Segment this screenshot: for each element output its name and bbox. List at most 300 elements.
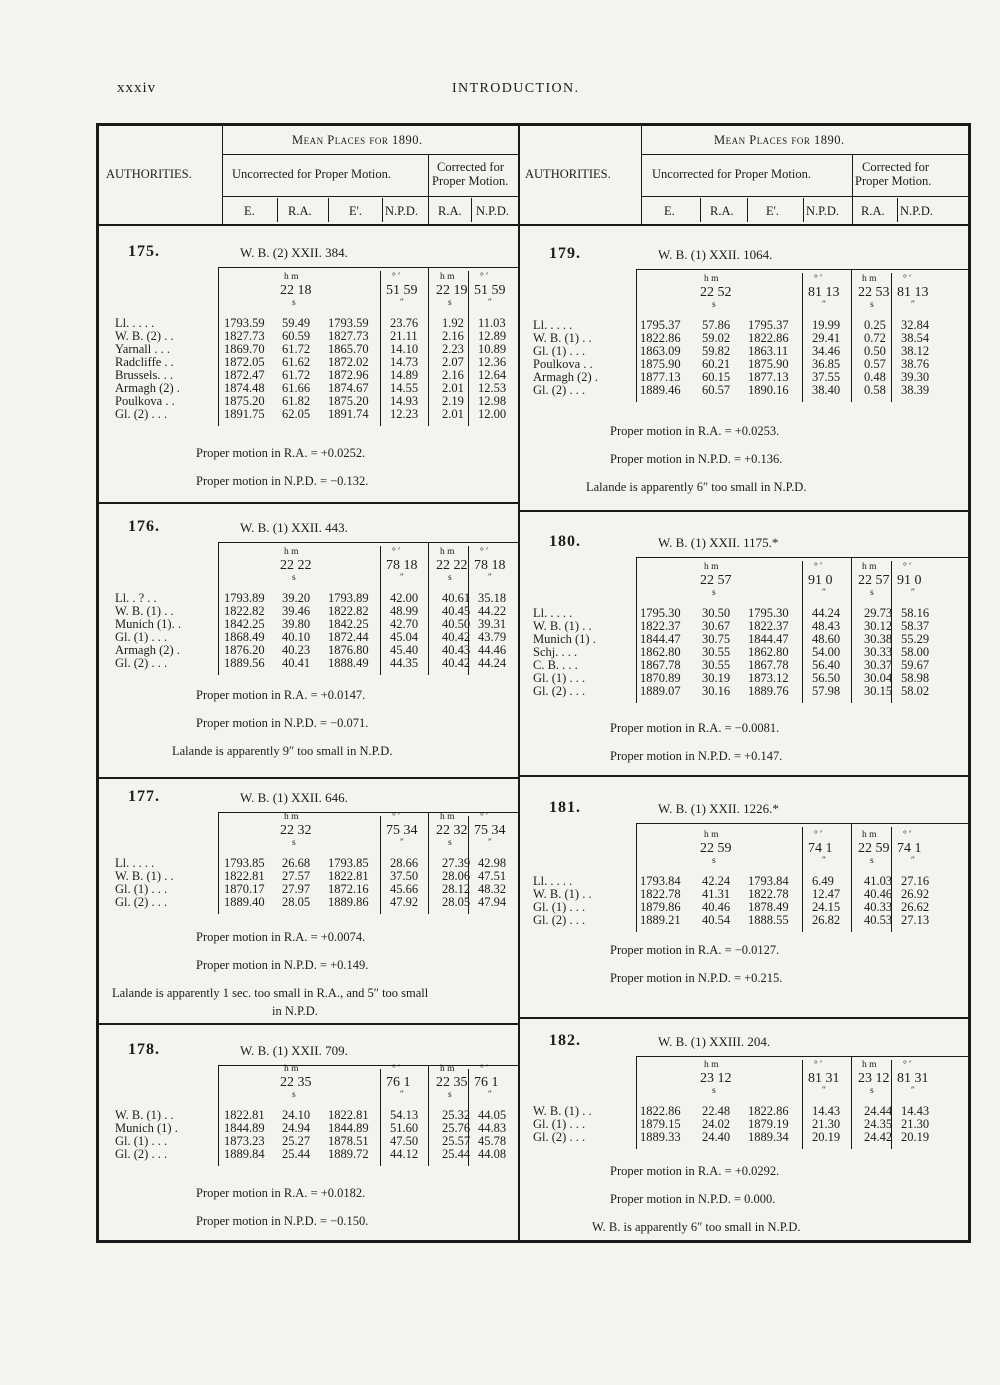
epoch-cell: 1822.86 [640, 331, 681, 345]
npd-cell: 34.46 [812, 344, 841, 358]
proper-motion-note: Proper motion in R.A. = +0.0252. [196, 446, 366, 460]
epoch-cell: 1793.85 [224, 856, 265, 870]
unit-sec: ″ [911, 300, 915, 310]
unit-s: s [292, 573, 296, 583]
npd2-cell: 20.19 [901, 1130, 930, 1144]
data-vrule [891, 273, 892, 402]
ra2-cell: 24.44 [864, 1104, 893, 1118]
npd-cell: 28.66 [390, 856, 419, 870]
col-ra2: R.A. [438, 204, 462, 218]
unit-s: s [712, 1086, 716, 1096]
npd2-cell: 44.24 [478, 656, 507, 670]
unit-dm: ° ′ [814, 274, 823, 284]
data-vrule [636, 557, 637, 703]
authority-cell: W. B. (2) . . [115, 329, 174, 343]
data-vrule [218, 1065, 219, 1166]
epoch2-cell: 1877.13 [748, 370, 789, 384]
npd2-cell: 35.18 [478, 591, 507, 605]
ra2-cell: 24.42 [864, 1130, 893, 1144]
proper-motion-note: Proper motion in N.P.D. = +0.215. [610, 971, 783, 985]
ra2-cell: 40.50 [442, 617, 471, 631]
data-vrule [636, 823, 637, 932]
ra-hm: 22 59 [700, 841, 732, 856]
unit-hm: h m [862, 274, 877, 284]
epoch-cell: 1795.30 [640, 606, 681, 620]
authority-cell: Ll. . . . . [533, 874, 573, 888]
uncorrected-header: Uncorrected for Proper Motion. [652, 167, 811, 181]
col-npd: N.P.D. [385, 204, 418, 218]
authority-cell: Ll. . . . . [533, 606, 573, 620]
block-title: W. B. (1) XXII. 646. [240, 790, 348, 805]
header-vrule [803, 198, 804, 222]
npd-cell: 57.98 [812, 684, 841, 698]
ra2-cell: 41.03 [864, 874, 893, 888]
unit-sec: ″ [822, 856, 826, 866]
epoch2-cell: 1827.73 [328, 329, 369, 343]
epoch-cell: 1879.86 [640, 900, 681, 914]
epoch-cell: 1889.21 [640, 913, 681, 927]
block-number: 180. [549, 533, 581, 550]
data-vrule [636, 1056, 637, 1149]
npd-cell: 21.30 [812, 1117, 841, 1131]
npd2-cell: 44.08 [478, 1147, 507, 1161]
epoch2-cell: 1874.67 [328, 381, 369, 395]
ra-cell: 42.24 [702, 874, 731, 888]
col-e2: E'. [766, 204, 780, 218]
npd2-cell: 39.30 [901, 370, 930, 384]
ra2-cell: 29.73 [864, 606, 893, 620]
data-vrule [802, 1060, 803, 1149]
ra-cell: 40.46 [702, 900, 731, 914]
data-vrule [428, 542, 429, 675]
authority-cell: W. B. (1) . . [533, 1104, 592, 1118]
block-title: W. B. (1) XXII. 709. [240, 1043, 348, 1058]
unit-hm: h m [704, 274, 719, 284]
header-vrule [277, 198, 278, 222]
npd-dm: 74 1 [808, 841, 833, 856]
corrected-header-l2: Proper Motion. [432, 174, 509, 188]
epoch-cell: 1870.89 [640, 671, 681, 685]
npd2-cell: 58.02 [901, 684, 930, 698]
unit-hm: h m [440, 812, 455, 822]
ra-cell: 60.57 [702, 383, 731, 397]
ra2-cell: 2.01 [442, 407, 464, 421]
unit-sec: ″ [822, 588, 826, 598]
epoch2-cell: 1822.81 [328, 869, 369, 883]
npd-dm: 75 34 [386, 823, 418, 838]
authority-cell: Munich (1) . [533, 632, 596, 646]
proper-motion-note: Proper motion in R.A. = −0.0081. [610, 721, 780, 735]
proper-motion-note: Proper motion in R.A. = +0.0292. [610, 1164, 780, 1178]
ra2-cell: 28.12 [442, 882, 471, 896]
npd-cell: 56.40 [812, 658, 841, 672]
block-title: W. B. (1) XXII. 1226.* [658, 801, 779, 816]
npd-cell: 14.43 [812, 1104, 841, 1118]
header-rule [641, 154, 968, 155]
npd-cell: 44.12 [390, 1147, 419, 1161]
data-vrule [428, 1065, 429, 1166]
unit-hm: h m [440, 272, 455, 282]
epoch-cell: 1844.47 [640, 632, 681, 646]
unit-hm: h m [862, 830, 877, 840]
ra-cell: 60.21 [702, 357, 731, 371]
ra2-cell: 1.92 [442, 316, 464, 330]
epoch2-cell: 1822.86 [748, 331, 789, 345]
block-number: 179. [549, 245, 581, 262]
block-rule [218, 267, 518, 268]
unit-s: s [448, 838, 452, 848]
ra-cell: 40.10 [282, 630, 311, 644]
header-vrule [747, 198, 748, 222]
ra2-cell: 30.15 [864, 684, 893, 698]
epoch2-cell: 1865.70 [328, 342, 369, 356]
npd2-cell: 38.76 [901, 357, 930, 371]
unit-hm: h m [704, 830, 719, 840]
epoch-cell: 1876.20 [224, 643, 265, 657]
unit-sec: ″ [822, 300, 826, 310]
npd2-cell: 27.16 [901, 874, 930, 888]
header-rule [222, 154, 518, 155]
npd-cell: 14.89 [390, 368, 419, 382]
unit-s: s [712, 588, 716, 598]
npd-cell: 24.15 [812, 900, 841, 914]
npd2-dm: 78 18 [474, 558, 506, 573]
unit-hm: h m [440, 547, 455, 557]
data-vrule [802, 827, 803, 932]
unit-s: s [870, 856, 874, 866]
ra-cell: 61.72 [282, 342, 311, 356]
unit-s: s [292, 1090, 296, 1100]
ra-cell: 27.57 [282, 869, 311, 883]
npd2-cell: 44.46 [478, 643, 507, 657]
unit-sec: ″ [822, 1086, 826, 1096]
ra2-cell: 40.33 [864, 900, 893, 914]
proper-motion-note: Proper motion in R.A. = −0.0127. [610, 943, 780, 957]
epoch-cell: 1891.75 [224, 407, 265, 421]
npd2-cell: 12.00 [478, 407, 507, 421]
unit-hm: h m [284, 272, 299, 282]
header-vrule [328, 198, 329, 222]
col-ra2: R.A. [861, 204, 885, 218]
epoch-cell: 1889.40 [224, 895, 265, 909]
unit-dm: ° ′ [903, 562, 912, 572]
epoch-cell: 1867.78 [640, 658, 681, 672]
ra-cell: 40.41 [282, 656, 311, 670]
npd-cell: 23.76 [390, 316, 419, 330]
authority-cell: Poulkova . . [115, 394, 175, 408]
npd-cell: 47.50 [390, 1134, 419, 1148]
npd2-cell: 12.64 [478, 368, 507, 382]
npd-dm: 91 0 [808, 573, 833, 588]
unit-sec: ″ [488, 1090, 492, 1100]
unit-hm: h m [284, 547, 299, 557]
unit-sec: ″ [488, 838, 492, 848]
epoch2-cell: 1822.82 [328, 604, 369, 618]
npd2-cell: 59.67 [901, 658, 930, 672]
ra2-cell: 30.12 [864, 619, 893, 633]
epoch2-cell: 1875.20 [328, 394, 369, 408]
epoch2-cell: 1872.16 [328, 882, 369, 896]
epoch-cell: 1869.70 [224, 342, 265, 356]
authority-cell: W. B. (1) . . [115, 1108, 174, 1122]
unit-hm: h m [704, 562, 719, 572]
block-number: 177. [128, 788, 160, 805]
unit-sec: ″ [400, 573, 404, 583]
proper-motion-note: Lalande is apparently 6″ too small in N.P.D. [586, 480, 807, 494]
npd-cell: 42.70 [390, 617, 419, 631]
epoch-cell: 1868.49 [224, 630, 265, 644]
proper-motion-note: Proper motion in R.A. = +0.0147. [196, 688, 366, 702]
epoch-cell: 1822.86 [640, 1104, 681, 1118]
epoch-cell: 1863.09 [640, 344, 681, 358]
ra2-hm: 22 59 [858, 841, 890, 856]
data-vrule [468, 271, 469, 426]
ra-cell: 61.72 [282, 368, 311, 382]
npd2-dm: 51 59 [474, 283, 506, 298]
ra2-cell: 40.45 [442, 604, 471, 618]
epoch2-cell: 1872.96 [328, 368, 369, 382]
proper-motion-note: Proper motion in N.P.D. = −0.071. [196, 716, 369, 730]
epoch2-cell: 1879.19 [748, 1117, 789, 1131]
unit-sec: ″ [400, 1090, 404, 1100]
authority-cell: Munich (1) . [115, 1121, 178, 1135]
epoch-cell: 1875.20 [224, 394, 265, 408]
ra2-cell: 40.46 [864, 887, 893, 901]
ra-cell: 39.46 [282, 604, 311, 618]
data-vrule [380, 1069, 381, 1166]
unit-s: s [292, 298, 296, 308]
ra2-cell: 25.32 [442, 1108, 471, 1122]
npd-cell: 19.99 [812, 318, 841, 332]
epoch2-cell: 1863.11 [748, 344, 789, 358]
header-vrule [382, 198, 383, 222]
ra2-hm: 22 53 [858, 285, 890, 300]
ra-cell: 27.97 [282, 882, 311, 896]
npd2-dm: 75 34 [474, 823, 506, 838]
npd2-cell: 44.22 [478, 604, 507, 618]
epoch-cell: 1879.15 [640, 1117, 681, 1131]
ra2-cell: 25.44 [442, 1147, 471, 1161]
authority-cell: Gl. (1) . . . [533, 344, 586, 358]
block-rule [218, 812, 518, 813]
section-divider [520, 510, 969, 512]
ra-hm: 22 52 [700, 285, 732, 300]
ra-cell: 30.19 [702, 671, 731, 685]
authority-cell: Gl. (2) . . . [533, 684, 586, 698]
ra2-cell: 2.01 [442, 381, 464, 395]
epoch-cell: 1822.82 [224, 604, 265, 618]
col-npd: N.P.D. [806, 204, 839, 218]
proper-motion-note: Proper motion in N.P.D. = −0.150. [196, 1214, 369, 1228]
npd-cell: 38.40 [812, 383, 841, 397]
npd2-dm: 81 13 [897, 285, 929, 300]
ra-cell: 40.23 [282, 643, 311, 657]
epoch2-cell: 1872.02 [328, 355, 369, 369]
epoch2-cell: 1793.59 [328, 316, 369, 330]
unit-s: s [712, 300, 716, 310]
ra-cell: 62.05 [282, 407, 311, 421]
data-vrule [802, 561, 803, 703]
npd-cell: 14.10 [390, 342, 419, 356]
npd-dm: 81 31 [808, 1071, 840, 1086]
unit-sec: ″ [911, 856, 915, 866]
epoch2-cell: 1889.34 [748, 1130, 789, 1144]
ra2-cell: 30.04 [864, 671, 893, 685]
section-divider [520, 775, 969, 777]
ra-cell: 30.16 [702, 684, 731, 698]
col-e: E. [664, 204, 675, 218]
npd-cell: 26.82 [812, 913, 841, 927]
unit-dm: ° ′ [814, 1060, 823, 1070]
block-rule [636, 823, 969, 824]
ra-cell: 22.48 [702, 1104, 731, 1118]
ra2-cell: 2.16 [442, 368, 464, 382]
epoch-cell: 1875.90 [640, 357, 681, 371]
npd-cell: 12.47 [812, 887, 841, 901]
ra2-cell: 2.16 [442, 329, 464, 343]
epoch-cell: 1822.81 [224, 869, 265, 883]
epoch2-cell: 1842.25 [328, 617, 369, 631]
npd2-cell: 10.89 [478, 342, 507, 356]
authority-cell: Gl. (1) . . . [115, 630, 168, 644]
data-vrule [428, 267, 429, 426]
ra-hm: 22 18 [280, 283, 312, 298]
ra-cell: 57.86 [702, 318, 731, 332]
authorities-header: AUTHORITIES. [106, 167, 192, 181]
npd2-cell: 26.62 [901, 900, 930, 914]
npd2-cell: 14.43 [901, 1104, 930, 1118]
data-vrule [380, 271, 381, 426]
npd-dm: 78 18 [386, 558, 418, 573]
authority-cell: W. B. (1) . . [533, 619, 592, 633]
authority-cell: Armagh (2) . [115, 381, 180, 395]
proper-motion-note: Proper motion in N.P.D. = 0.000. [610, 1192, 776, 1206]
section-divider [99, 777, 518, 779]
npd2-dm: 81 31 [897, 1071, 929, 1086]
corrected-header-l1: Corrected for [437, 160, 504, 174]
epoch2-cell: 1888.49 [328, 656, 369, 670]
uncorrected-header: Uncorrected for Proper Motion. [232, 167, 391, 181]
authority-cell: Gl. (2) . . . [533, 383, 586, 397]
data-vrule [636, 269, 637, 402]
corrected-header-l1: Corrected for [862, 160, 929, 174]
ra-cell: 41.31 [702, 887, 731, 901]
proper-motion-note: Proper motion in R.A. = +0.0253. [610, 424, 780, 438]
block-rule [636, 1056, 969, 1057]
ra-cell: 60.15 [702, 370, 731, 384]
epoch2-cell: 1875.90 [748, 357, 789, 371]
npd2-cell: 58.00 [901, 645, 930, 659]
col-npd2: N.P.D. [900, 204, 933, 218]
epoch2-cell: 1862.80 [748, 645, 789, 659]
authority-cell: Gl. (2) . . . [115, 895, 168, 909]
npd-cell: 42.00 [390, 591, 419, 605]
ra-cell: 25.27 [282, 1134, 311, 1148]
npd2-cell: 38.54 [901, 331, 930, 345]
section-divider [99, 1023, 518, 1025]
ra-hm: 22 32 [280, 823, 312, 838]
data-vrule [218, 812, 219, 914]
ra-cell: 40.54 [702, 913, 731, 927]
unit-dm: ° ′ [480, 812, 489, 822]
proper-motion-note: Proper motion in R.A. = +0.0074. [196, 930, 366, 944]
header-vrule [641, 126, 642, 224]
ra2-cell: 30.38 [864, 632, 893, 646]
npd2-dm: 76 1 [474, 1075, 499, 1090]
authority-cell: Gl. (2) . . . [115, 656, 168, 670]
epoch-cell: 1889.84 [224, 1147, 265, 1161]
npd-cell: 14.73 [390, 355, 419, 369]
authority-cell: W. B. (1) . . [115, 604, 174, 618]
npd-cell: 21.11 [390, 329, 418, 343]
ra2-cell: 25.76 [442, 1121, 471, 1135]
authority-cell: Gl. (2) . . . [533, 1130, 586, 1144]
npd2-cell: 43.79 [478, 630, 507, 644]
epoch2-cell: 1889.72 [328, 1147, 369, 1161]
npd2-cell: 12.98 [478, 394, 507, 408]
ra-hm: 23 12 [700, 1071, 732, 1086]
npd-cell: 29.41 [812, 331, 841, 345]
authority-cell: Yarnall . . . [115, 342, 170, 356]
page-number: xxxiv [117, 80, 157, 96]
col-e: E. [244, 204, 255, 218]
block-title: W. B. (2) XXII. 384. [240, 245, 348, 260]
ra-hm: 22 57 [700, 573, 732, 588]
unit-dm: ° ′ [480, 1064, 489, 1074]
proper-motion-note: Proper motion in R.A. = +0.0182. [196, 1186, 366, 1200]
section-divider [520, 1017, 969, 1019]
authority-cell: W. B. (1) . . [115, 869, 174, 883]
unit-dm: ° ′ [392, 547, 401, 557]
authority-cell: Gl. (1) . . . [533, 1117, 586, 1131]
section-divider [99, 502, 518, 504]
ra2-cell: 40.42 [442, 630, 471, 644]
corrected-header-l2: Proper Motion. [855, 174, 932, 188]
unit-s: s [870, 300, 874, 310]
epoch2-cell: 1793.85 [328, 856, 369, 870]
col-e2: E'. [349, 204, 363, 218]
epoch-cell: 1795.37 [640, 318, 681, 332]
ra-cell: 28.05 [282, 895, 311, 909]
ra-cell: 26.68 [282, 856, 311, 870]
npd2-cell: 26.92 [901, 887, 930, 901]
authority-cell: Brussels. . . [115, 368, 173, 382]
authority-cell: Gl. (2) . . . [533, 913, 586, 927]
proper-motion-note: Proper motion in N.P.D. = −0.132. [196, 474, 369, 488]
authority-cell: Armagh (2) . [115, 643, 180, 657]
epoch2-cell: 1876.80 [328, 643, 369, 657]
unit-dm: ° ′ [392, 272, 401, 282]
npd2-dm: 74 1 [897, 841, 922, 856]
unit-hm: h m [284, 812, 299, 822]
npd-cell: 14.55 [390, 381, 419, 395]
ra-cell: 30.67 [702, 619, 731, 633]
ra2-cell: 0.72 [864, 331, 886, 345]
header-vrule [428, 155, 429, 224]
proper-motion-note: in N.P.D. [272, 1004, 318, 1018]
npd2-cell: 12.89 [478, 329, 507, 343]
data-vrule [851, 557, 852, 703]
proper-motion-note: Proper motion in N.P.D. = +0.149. [196, 958, 369, 972]
header-rule [641, 196, 968, 197]
npd-cell: 54.00 [812, 645, 841, 659]
proper-motion-note: Lalande is apparently 1 sec. too small in R.A., and 5″ too small [112, 986, 429, 1000]
epoch-cell: 1889.56 [224, 656, 265, 670]
npd-cell: 14.93 [390, 394, 419, 408]
npd2-cell: 11.03 [478, 316, 506, 330]
ra-cell: 61.82 [282, 394, 311, 408]
npd2-cell: 58.37 [901, 619, 930, 633]
